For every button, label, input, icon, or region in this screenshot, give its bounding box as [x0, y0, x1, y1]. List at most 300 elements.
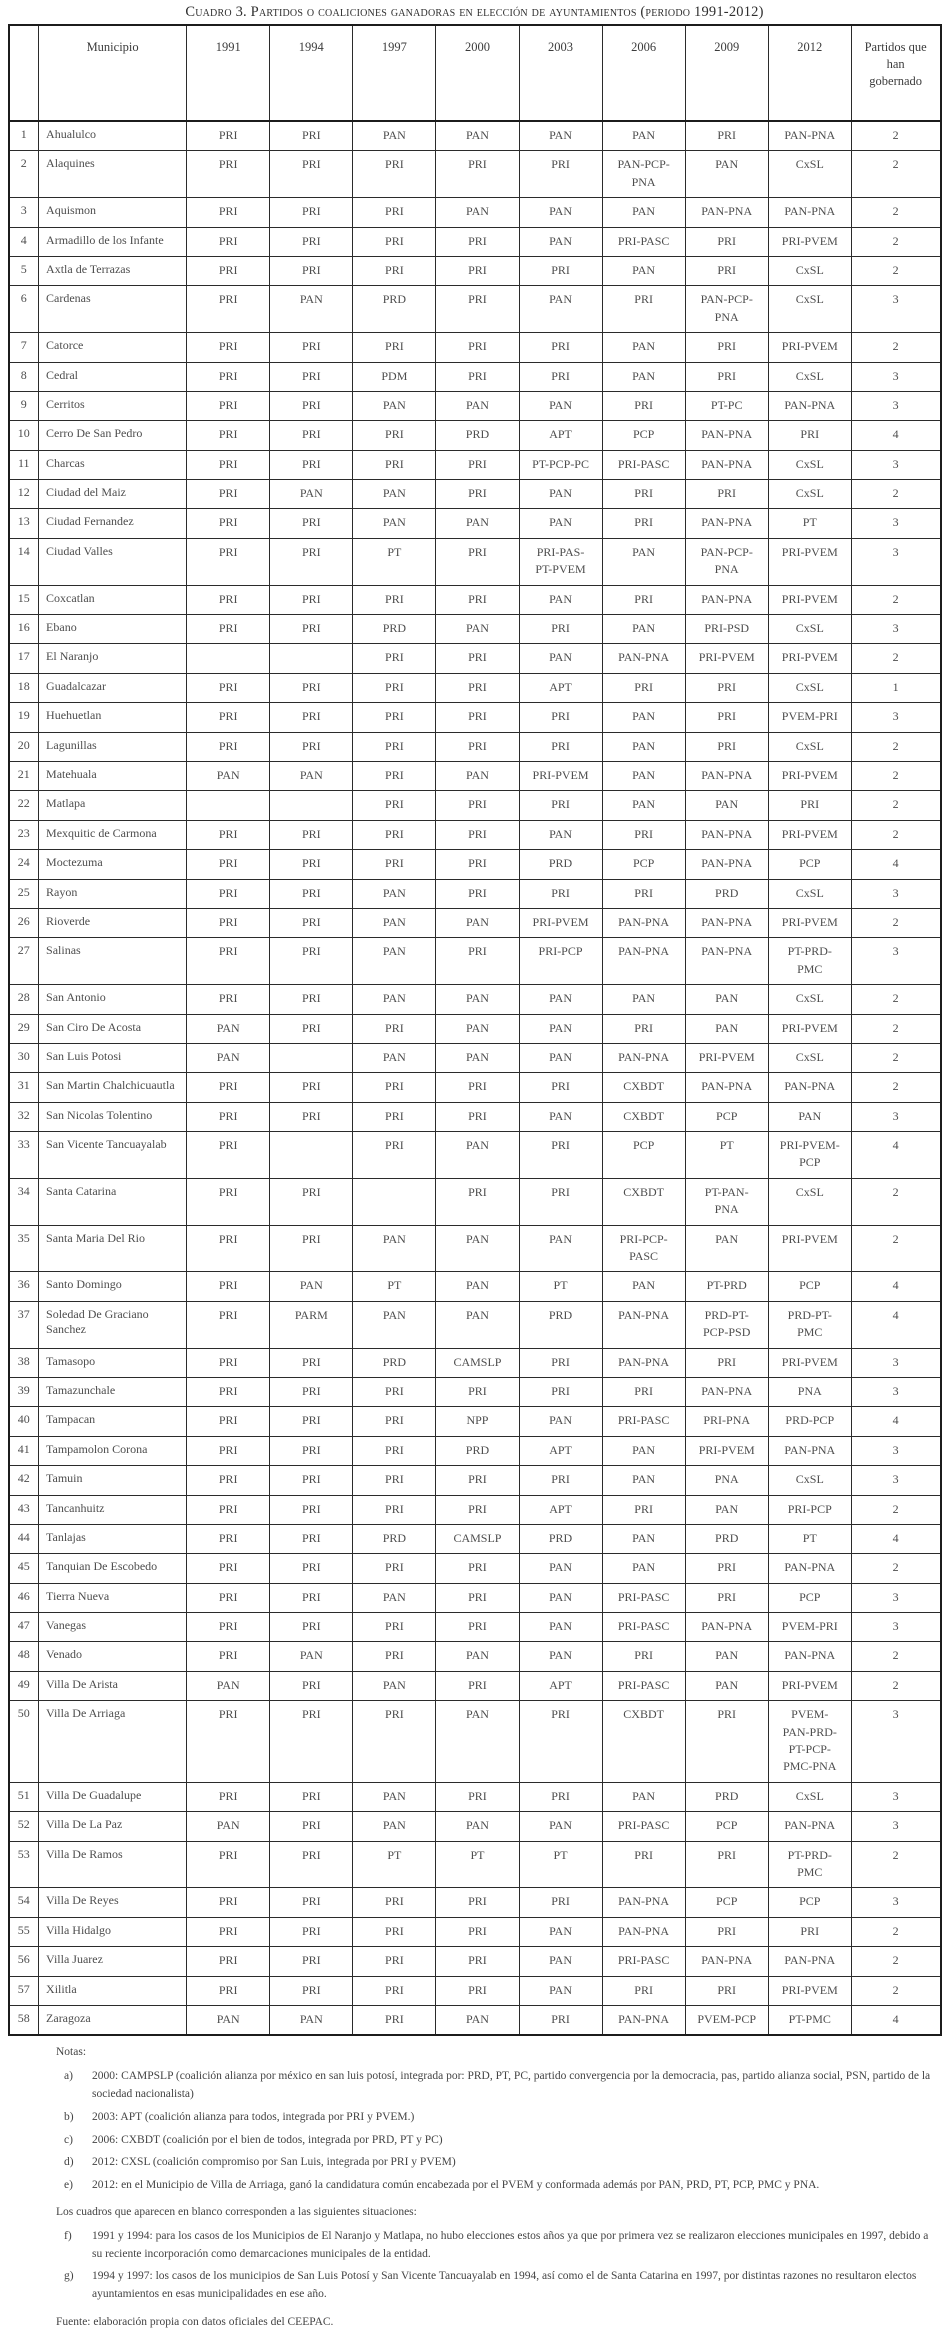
municipio-cell: Tampacan	[39, 1407, 187, 1436]
year-2003-cell: PRI	[519, 362, 602, 391]
year-2009-cell: PRD	[685, 1782, 768, 1811]
year-2012-cell: PNA	[768, 1377, 851, 1406]
year-1994-cell: PRI	[270, 938, 353, 985]
year-1991-cell: PRI	[187, 1466, 270, 1495]
year-2003-cell: PAN	[519, 509, 602, 538]
parties-count-cell: 2	[851, 1225, 940, 1272]
year-2009-cell: PRI	[685, 121, 768, 151]
year-2012-cell: CxSL	[768, 151, 851, 198]
year-1997-cell: PAN	[353, 480, 436, 509]
table-row	[9, 1301, 941, 1348]
year-2006-cell: PAN	[602, 1782, 685, 1811]
parties-count-cell: 4	[851, 1132, 940, 1179]
table-row	[9, 256, 941, 285]
year-2012-cell: PVEM-PAN-PRD-PT-PCP-PMC-PNA	[768, 1701, 851, 1783]
year-1997-cell: PRI	[353, 1466, 436, 1495]
parties-count-cell: 2	[851, 256, 940, 285]
year-1994-cell: PRI	[270, 421, 353, 450]
year-2003-cell: PAN	[519, 1407, 602, 1436]
year-1997-cell: PAN	[353, 509, 436, 538]
table-row	[9, 850, 941, 879]
year-2012-cell: CxSL	[768, 1782, 851, 1811]
year-1997-cell: PAN	[353, 1583, 436, 1612]
year-2003-cell: APT	[519, 1436, 602, 1465]
year-1994-cell: PRI	[270, 1947, 353, 1976]
year-2000-cell: PAN	[436, 1043, 519, 1072]
year-2006-cell: PRI-PASC	[602, 1812, 685, 1841]
year-2006-cell: PAN-PNA	[602, 1348, 685, 1377]
year-2009-cell: PNA	[685, 1466, 768, 1495]
note-text: 1994 y 1997: los casos de los municipios de San Luis Potosí y San Vicente Tancuayalab en 1994, así como el de Santa Catarina en 1997, por distintas razones no resultaron electos ayuntamientos en esas municipalidades en ese año.	[92, 2270, 917, 2301]
table-row	[9, 333, 941, 362]
year-1991-cell: PAN	[187, 761, 270, 790]
year-1991-cell: PRI	[187, 1554, 270, 1583]
year-1997-cell: PAN	[353, 879, 436, 908]
year-1997-cell: PRI	[353, 1947, 436, 1976]
col-municipio: Municipio	[39, 25, 187, 121]
year-2006-cell: PAN	[602, 1524, 685, 1553]
year-2003-cell: PAN	[519, 1642, 602, 1671]
table-row	[9, 1947, 941, 1976]
year-1991-cell: PRI	[187, 1524, 270, 1553]
table-row	[9, 791, 941, 820]
year-2003-cell: PAN	[519, 391, 602, 420]
year-1991-cell: PRI	[187, 198, 270, 227]
year-1994-cell	[270, 1043, 353, 1072]
table-header	[9, 25, 941, 121]
year-2000-cell: PRI	[436, 1671, 519, 1700]
year-1991-cell: PRI	[187, 151, 270, 198]
year-1994-cell	[270, 1132, 353, 1179]
year-1997-cell: PRI	[353, 1888, 436, 1917]
year-2009-cell: PAN-PNA	[685, 761, 768, 790]
parties-count-cell: 4	[851, 1301, 940, 1348]
parties-count-cell: 2	[851, 1073, 940, 1102]
year-1997-cell: PRI	[353, 761, 436, 790]
year-2012-cell: PRI-PVEM	[768, 644, 851, 673]
year-1994-cell: PRI	[270, 1073, 353, 1102]
year-2000-cell: PAN	[436, 1132, 519, 1179]
year-2009-cell: PAN-PNA	[685, 509, 768, 538]
table-row	[9, 1178, 941, 1225]
year-2000-cell: PAN	[436, 761, 519, 790]
year-2006-cell: PCP	[602, 1132, 685, 1179]
municipio-cell: San Martin Chalchicuautla	[39, 1073, 187, 1102]
year-1991-cell: PRI	[187, 1102, 270, 1131]
municipio-cell: San Antonio	[39, 985, 187, 1014]
col-1994: 1994	[270, 25, 353, 121]
parties-count-cell: 2	[851, 791, 940, 820]
table-row	[9, 421, 941, 450]
year-2003-cell: PRI	[519, 732, 602, 761]
year-2009-cell: PAN-PCP-PNA	[685, 538, 768, 585]
table-row	[9, 1917, 941, 1946]
year-2003-cell: PRD	[519, 850, 602, 879]
year-2003-cell: PAN	[519, 227, 602, 256]
row-number: 28	[9, 985, 39, 1014]
year-2006-cell: PRI-PASC	[602, 1947, 685, 1976]
parties-count-cell: 2	[851, 1495, 940, 1524]
row-number: 35	[9, 1225, 39, 1272]
year-2003-cell: PRI-PAS-PT-PVEM	[519, 538, 602, 585]
year-1994-cell: PRI	[270, 615, 353, 644]
municipio-cell: Guadalcazar	[39, 673, 187, 702]
year-2003-cell: APT	[519, 421, 602, 450]
municipio-cell: San Nicolas Tolentino	[39, 1102, 187, 1131]
header-row	[9, 25, 941, 121]
municipio-cell: Santo Domingo	[39, 1272, 187, 1301]
municipio-cell: Santa Maria Del Rio	[39, 1225, 187, 1272]
row-number: 20	[9, 732, 39, 761]
year-2012-cell: PCP	[768, 1272, 851, 1301]
year-2000-cell: PAN	[436, 1272, 519, 1301]
parties-count-cell: 2	[851, 1642, 940, 1671]
municipio-cell: Aquismon	[39, 198, 187, 227]
year-1997-cell: PAN	[353, 1043, 436, 1072]
year-1991-cell: PRI	[187, 421, 270, 450]
year-2000-cell: PRD	[436, 1436, 519, 1465]
parties-count-cell: 3	[851, 615, 940, 644]
year-2006-cell: PRI	[602, 1495, 685, 1524]
year-2009-cell: PRI	[685, 362, 768, 391]
year-2003-cell: PAN	[519, 1613, 602, 1642]
year-2012-cell: PRI-PVEM	[768, 1976, 851, 2005]
note-item	[64, 2068, 941, 2104]
table-row	[9, 1812, 941, 1841]
year-2003-cell: PRI-PVEM	[519, 761, 602, 790]
year-2009-cell: PAN-PNA	[685, 1613, 768, 1642]
municipio-cell: Mexquitic de Carmona	[39, 820, 187, 849]
year-1991-cell: PRI	[187, 908, 270, 937]
row-number: 37	[9, 1301, 39, 1348]
notes-label: Notas:	[56, 2046, 87, 2059]
year-2003-cell: PAN	[519, 820, 602, 849]
year-2012-cell: PAN-PNA	[768, 1436, 851, 1465]
row-number: 30	[9, 1043, 39, 1072]
year-2012-cell: PT	[768, 1524, 851, 1553]
parties-count-cell: 2	[851, 198, 940, 227]
year-2009-cell: PAN-PNA	[685, 1947, 768, 1976]
row-number: 23	[9, 820, 39, 849]
municipio-cell: Villa De Arista	[39, 1671, 187, 1700]
year-2012-cell: CxSL	[768, 1043, 851, 1072]
year-1997-cell: PRI	[353, 673, 436, 702]
parties-count-cell: 2	[851, 480, 940, 509]
table-row	[9, 1888, 941, 1917]
municipio-cell: Coxcatlan	[39, 585, 187, 614]
year-1997-cell: PRI	[353, 1132, 436, 1179]
year-2000-cell: CAMSLP	[436, 1524, 519, 1553]
year-1991-cell: PRI	[187, 1888, 270, 1917]
table-row	[9, 615, 941, 644]
year-2000-cell: PRI	[436, 791, 519, 820]
parties-count-cell: 4	[851, 850, 940, 879]
year-2003-cell: PAN	[519, 644, 602, 673]
year-1994-cell: PRI	[270, 151, 353, 198]
row-number: 53	[9, 1841, 39, 1888]
parties-count-cell: 3	[851, 1701, 940, 1783]
year-1994-cell: PARM	[270, 1301, 353, 1348]
municipio-cell: Ahualulco	[39, 121, 187, 151]
row-number: 46	[9, 1583, 39, 1612]
col-blank	[9, 25, 39, 121]
row-number: 31	[9, 1073, 39, 1102]
year-2012-cell: PAN-PNA	[768, 198, 851, 227]
year-2003-cell: PRI	[519, 151, 602, 198]
year-2012-cell: PAN	[768, 1102, 851, 1131]
col-2009: 2009	[685, 25, 768, 121]
year-2006-cell: PRI	[602, 673, 685, 702]
table-row	[9, 732, 941, 761]
year-2009-cell: PAN-PNA	[685, 820, 768, 849]
year-2000-cell: PAN	[436, 1014, 519, 1043]
municipio-cell: Villa Hidalgo	[39, 1917, 187, 1946]
year-1997-cell: PT	[353, 1841, 436, 1888]
year-1991-cell: PRI	[187, 1073, 270, 1102]
municipio-cell: Matehuala	[39, 761, 187, 790]
municipio-cell: Villa De Guadalupe	[39, 1782, 187, 1811]
table-row	[9, 538, 941, 585]
year-2009-cell: PVEM-PCP	[685, 2005, 768, 2035]
year-1994-cell: PAN	[270, 2005, 353, 2035]
year-1991-cell: PAN	[187, 1671, 270, 1700]
year-1994-cell: PRI	[270, 985, 353, 1014]
municipio-cell: Cardenas	[39, 286, 187, 333]
year-1991-cell: PRI	[187, 450, 270, 479]
year-2006-cell: PAN	[602, 1436, 685, 1465]
year-2003-cell: PRI	[519, 2005, 602, 2035]
year-2012-cell: PAN-PNA	[768, 1554, 851, 1583]
parties-count-cell: 4	[851, 1272, 940, 1301]
year-1991-cell: PRI	[187, 1917, 270, 1946]
year-1997-cell: PRD	[353, 1348, 436, 1377]
year-2006-cell: CXBDT	[602, 1073, 685, 1102]
note-letter: e)	[64, 2179, 73, 2192]
year-2000-cell: PRI	[436, 1947, 519, 1976]
year-2000-cell: PAN	[436, 2005, 519, 2035]
municipio-cell: Villa De La Paz	[39, 1812, 187, 1841]
year-2000-cell: PRI	[436, 227, 519, 256]
year-2003-cell: PRI	[519, 333, 602, 362]
year-2012-cell: CxSL	[768, 879, 851, 908]
parties-count-cell: 2	[851, 908, 940, 937]
table-row	[9, 151, 941, 198]
municipio-cell: Matlapa	[39, 791, 187, 820]
year-1994-cell: PRI	[270, 1102, 353, 1131]
year-2000-cell: PRI	[436, 644, 519, 673]
parties-count-cell: 2	[851, 151, 940, 198]
year-1994-cell: PRI	[270, 333, 353, 362]
row-number: 44	[9, 1524, 39, 1553]
municipio-cell: Tampamolon Corona	[39, 1436, 187, 1465]
year-2012-cell: PVEM-PRI	[768, 703, 851, 732]
year-2012-cell: CxSL	[768, 615, 851, 644]
year-2006-cell: PRI	[602, 879, 685, 908]
year-2003-cell: PRI	[519, 1073, 602, 1102]
note-item	[64, 2154, 941, 2172]
municipio-cell: Venado	[39, 1642, 187, 1671]
year-2000-cell: PRI	[436, 938, 519, 985]
municipio-cell: San Luis Potosi	[39, 1043, 187, 1072]
year-2006-cell: CXBDT	[602, 1102, 685, 1131]
municipio-cell: Zaragoza	[39, 2005, 187, 2035]
year-2000-cell: PRI	[436, 1102, 519, 1131]
year-2006-cell: PAN-PCP-PNA	[602, 151, 685, 198]
year-2000-cell: PRI	[436, 1178, 519, 1225]
col-2003: 2003	[519, 25, 602, 121]
year-2012-cell: CxSL	[768, 286, 851, 333]
row-number: 34	[9, 1178, 39, 1225]
year-1994-cell: PRI	[270, 1225, 353, 1272]
year-1994-cell: PRI	[270, 256, 353, 285]
row-number: 17	[9, 644, 39, 673]
year-1997-cell: PRI	[353, 791, 436, 820]
year-2003-cell: PRI	[519, 1888, 602, 1917]
year-1997-cell: PRI	[353, 820, 436, 849]
table-row	[9, 1671, 941, 1700]
year-2000-cell: PRI	[436, 850, 519, 879]
year-1997-cell: PRI	[353, 1407, 436, 1436]
year-1994-cell: PRI	[270, 227, 353, 256]
year-2012-cell: PRI-PVEM	[768, 1671, 851, 1700]
year-2012-cell: PRI	[768, 1917, 851, 1946]
year-2006-cell: PRI-PASC	[602, 450, 685, 479]
year-1994-cell: PRI	[270, 703, 353, 732]
year-1991-cell: PRI	[187, 538, 270, 585]
municipio-cell: Villa De Ramos	[39, 1841, 187, 1888]
year-2000-cell: PAN	[436, 1701, 519, 1783]
table-row	[9, 1841, 941, 1888]
year-2006-cell: PAN-PNA	[602, 938, 685, 985]
year-1997-cell: PRI	[353, 421, 436, 450]
parties-count-cell: 3	[851, 1812, 940, 1841]
year-1991-cell: PRI	[187, 256, 270, 285]
year-2009-cell: PRI	[685, 703, 768, 732]
parties-count-cell: 4	[851, 421, 940, 450]
parties-count-cell: 2	[851, 985, 940, 1014]
note-letter: a)	[64, 2070, 73, 2083]
year-1994-cell: PRI	[270, 1917, 353, 1946]
year-1994-cell: PRI	[270, 1178, 353, 1225]
year-2012-cell: PCP	[768, 1888, 851, 1917]
municipio-cell: Soledad De Graciano Sanchez	[39, 1301, 187, 1348]
year-2003-cell: PRI	[519, 1701, 602, 1783]
table-row	[9, 1014, 941, 1043]
year-2000-cell: PRD	[436, 421, 519, 450]
year-1997-cell: PRI	[353, 703, 436, 732]
municipio-cell: Ebano	[39, 615, 187, 644]
year-2012-cell: CxSL	[768, 256, 851, 285]
parties-count-cell: 2	[851, 121, 940, 151]
year-2009-cell: PCP	[685, 1102, 768, 1131]
note-letter: g)	[64, 2270, 74, 2283]
note-item	[64, 2177, 941, 2195]
year-2012-cell: PT-PRD-PMC	[768, 1841, 851, 1888]
row-number: 43	[9, 1495, 39, 1524]
year-2009-cell: PRI	[685, 1348, 768, 1377]
parties-count-cell: 3	[851, 1782, 940, 1811]
year-2003-cell: PAN	[519, 1014, 602, 1043]
year-1997-cell: PRI	[353, 1102, 436, 1131]
year-1991-cell: PRI	[187, 1976, 270, 2005]
year-2006-cell: PRI-PASC	[602, 1613, 685, 1642]
year-1994-cell: PRI	[270, 198, 353, 227]
table-row	[9, 1348, 941, 1377]
year-2012-cell: PAN-PNA	[768, 391, 851, 420]
notes-list-f-g	[56, 2228, 941, 2304]
year-2000-cell: PRI	[436, 151, 519, 198]
parties-count-cell: 3	[851, 1888, 940, 1917]
year-2006-cell: PAN-PNA	[602, 908, 685, 937]
table-row	[9, 121, 941, 151]
row-number: 42	[9, 1466, 39, 1495]
row-number: 10	[9, 421, 39, 450]
row-number: 50	[9, 1701, 39, 1783]
year-1994-cell	[270, 791, 353, 820]
year-2003-cell: PT	[519, 1272, 602, 1301]
parties-count-cell: 3	[851, 1377, 940, 1406]
year-2009-cell: PRI	[685, 1554, 768, 1583]
row-number: 21	[9, 761, 39, 790]
year-2003-cell: PRD	[519, 1301, 602, 1348]
year-2012-cell: PRI-PVEM	[768, 908, 851, 937]
year-2000-cell: PRI	[436, 538, 519, 585]
parties-count-cell: 3	[851, 286, 940, 333]
row-number: 47	[9, 1613, 39, 1642]
year-2009-cell: PCP	[685, 1888, 768, 1917]
year-2006-cell: PCP	[602, 421, 685, 450]
year-2000-cell: PAN	[436, 985, 519, 1014]
year-1997-cell: PRI	[353, 1613, 436, 1642]
municipio-cell: Moctezuma	[39, 850, 187, 879]
year-2009-cell: PAN-PNA	[685, 850, 768, 879]
year-2000-cell: PAN	[436, 1812, 519, 1841]
year-2006-cell: PAN	[602, 362, 685, 391]
year-2006-cell: PAN	[602, 198, 685, 227]
year-2009-cell: PRI	[685, 1583, 768, 1612]
table-body	[9, 121, 941, 2035]
row-number: 3	[9, 198, 39, 227]
parties-count-cell: 2	[851, 1554, 940, 1583]
year-2009-cell: PT-PRD	[685, 1272, 768, 1301]
year-2012-cell: PRI	[768, 421, 851, 450]
col-partidos: Partidos que han gobernado	[851, 25, 940, 121]
municipio-cell: Tancanhuitz	[39, 1495, 187, 1524]
parties-count-cell: 3	[851, 362, 940, 391]
table-row	[9, 985, 941, 1014]
year-1991-cell: PRI	[187, 1301, 270, 1348]
year-2012-cell: PAN-PNA	[768, 1947, 851, 1976]
year-2006-cell: PRI-PASC	[602, 1583, 685, 1612]
year-1997-cell: PRI	[353, 732, 436, 761]
year-1991-cell: PRI	[187, 1225, 270, 1272]
parties-count-cell: 3	[851, 509, 940, 538]
year-1997-cell: PRI	[353, 1554, 436, 1583]
year-1997-cell: PAN	[353, 1782, 436, 1811]
year-2006-cell: PAN	[602, 732, 685, 761]
table-row	[9, 450, 941, 479]
year-2012-cell: CxSL	[768, 985, 851, 1014]
parties-count-cell: 3	[851, 538, 940, 585]
year-2009-cell: PAN-PNA	[685, 908, 768, 937]
year-2006-cell: PAN	[602, 985, 685, 1014]
year-1997-cell: PAN	[353, 938, 436, 985]
year-1991-cell: PRI	[187, 1272, 270, 1301]
table-row	[9, 1272, 941, 1301]
year-2003-cell: PRI	[519, 1377, 602, 1406]
row-number: 26	[9, 908, 39, 937]
year-1997-cell: PRI	[353, 1976, 436, 2005]
